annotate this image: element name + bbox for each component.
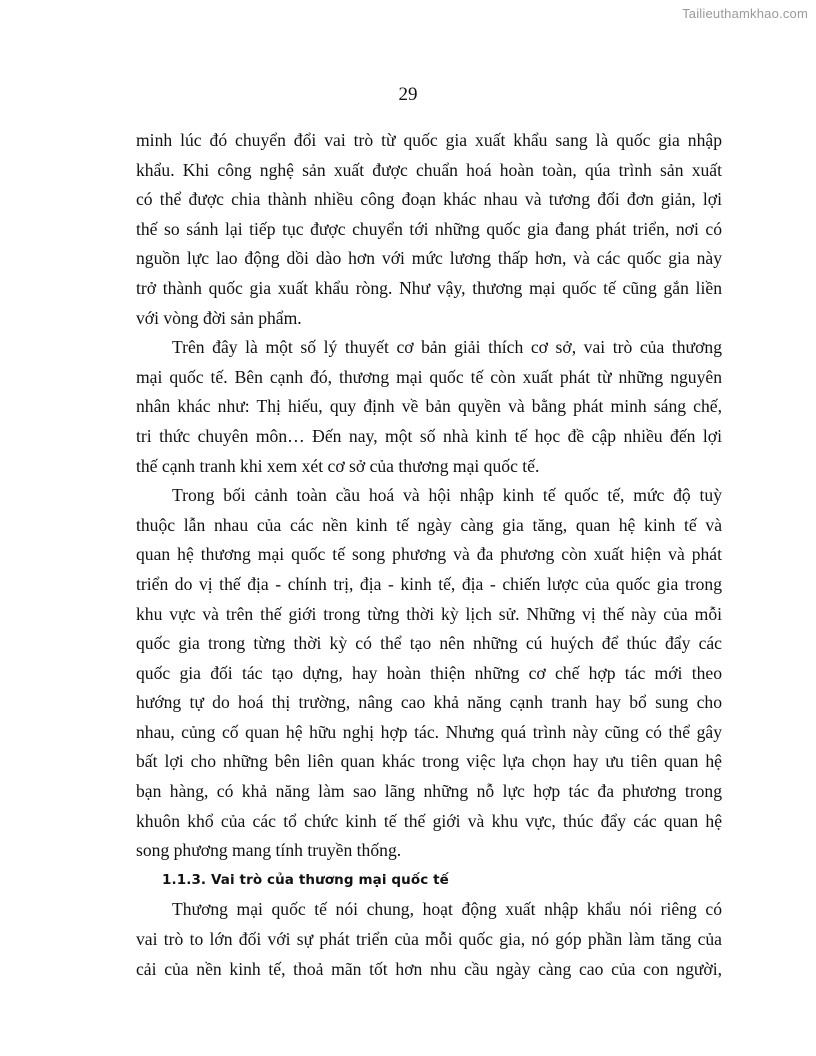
text-line: nhân khác như: Thị hiếu, quy định về bản quyền và bằng phát minh sáng chế, — [136, 396, 722, 417]
paragraph-1 — [136, 126, 722, 333]
text-line: triển do vị thế địa - chính trị, địa - kinh tế, địa - chiến lược của quốc gia trong — [136, 573, 722, 594]
document-body — [136, 126, 722, 984]
section-heading: 1.1.3. Vai trò của thương mại quốc tế — [162, 871, 449, 888]
text-line: khuôn khổ của các tổ chức kinh tế thế giới và khu vực, thúc đẩy các quan hệ — [136, 810, 722, 831]
text-line: vai trò to lớn đối với sự phát triển của mỗi quốc gia, nó góp phần làm tăng của — [136, 929, 722, 950]
text-line: Trên đây là một số lý thuyết cơ bản giải thích cơ sở, vai trò của thương — [172, 337, 722, 358]
paragraph-2 — [136, 333, 722, 481]
text-line: khu vực và trên thế giới trong từng thời kỳ lịch sử. Những vị thế này của mỗi — [136, 603, 722, 624]
text-line: quốc gia trong từng thời kỳ có thể tạo nên những cú huých để thúc đẩy các — [136, 633, 722, 654]
text-line: tri thức chuyên môn… Đến nay, một số nhà kinh tế học đề cập nhiều đến lợi — [136, 425, 722, 446]
text-line: khẩu. Khi công nghệ sản xuất được chuẩn hoá hoàn toàn, qúa trình sản xuất — [136, 159, 722, 180]
text-line: Trong bối cảnh toàn cầu hoá và hội nhập kinh tế quốc tế, mức độ tuỳ — [172, 485, 722, 506]
text-line: nguồn lực lao động dồi dào hơn với mức lương thấp hơn, và các quốc gia này — [136, 248, 722, 269]
text-line: nhau, củng cố quan hệ hữu nghị hợp tác. Nhưng quá trình này cũng có thể gây — [136, 721, 722, 742]
text-line: Thương mại quốc tế nói chung, hoạt động xuất nhập khẩu nói riêng có — [172, 899, 722, 920]
text-line: trở thành quốc gia xuất khẩu ròng. Như vậy, thương mại quốc tế cũng gắn liền — [136, 277, 722, 298]
text-line: thế so sánh lại tiếp tục được chuyển tới những quốc gia đang phát triển, nơi có — [136, 218, 722, 239]
text-line: quan hệ thương mại quốc tế song phương và đa phương còn xuất hiện và phát — [136, 544, 722, 565]
watermark: Tailieuthamkhao.com — [682, 6, 808, 21]
text-line: song phương mang tính truyền thống. — [136, 840, 402, 861]
text-line: thế cạnh tranh khi xem xét cơ sở của thương mại quốc tế. — [136, 455, 540, 476]
text-line: mại quốc tế. Bên cạnh đó, thương mại quốc tế còn xuất phát từ những nguyên — [136, 366, 722, 387]
text-line: thuộc lẫn nhau của các nền kinh tế ngày càng gia tăng, quan hệ kinh tế và — [136, 514, 722, 535]
text-line: quốc gia đối tác tạo dựng, hay hoàn thiện những cơ chế hợp tác mới theo — [136, 662, 722, 683]
text-line: hướng tự do hoá thị trường, nâng cao khả năng cạnh tranh hay bổ sung cho — [136, 692, 722, 713]
paragraph-4 — [136, 895, 722, 984]
text-line: với vòng đời sản phẩm. — [136, 307, 302, 328]
text-line: cải của nền kinh tế, thoả mãn tốt hơn nhu cầu ngày càng cao của con người, — [136, 958, 722, 979]
text-line: bất lợi cho những bên liên quan khác trong việc lựa chọn hay ưu tiên quan hệ — [136, 751, 722, 772]
text-line: bạn hàng, có khả năng làm sao lãng những nỗ lực hợp tác đa phương trong — [136, 781, 722, 802]
paragraph-3 — [136, 481, 722, 866]
text-line: minh lúc đó chuyển đổi vai trò từ quốc gia xuất khẩu sang là quốc gia nhập — [136, 130, 722, 150]
text-line: có thể được chia thành nhiều công đoạn khác nhau và tương đối đơn giản, lợi — [136, 189, 722, 210]
page-number: 29 — [398, 84, 418, 105]
